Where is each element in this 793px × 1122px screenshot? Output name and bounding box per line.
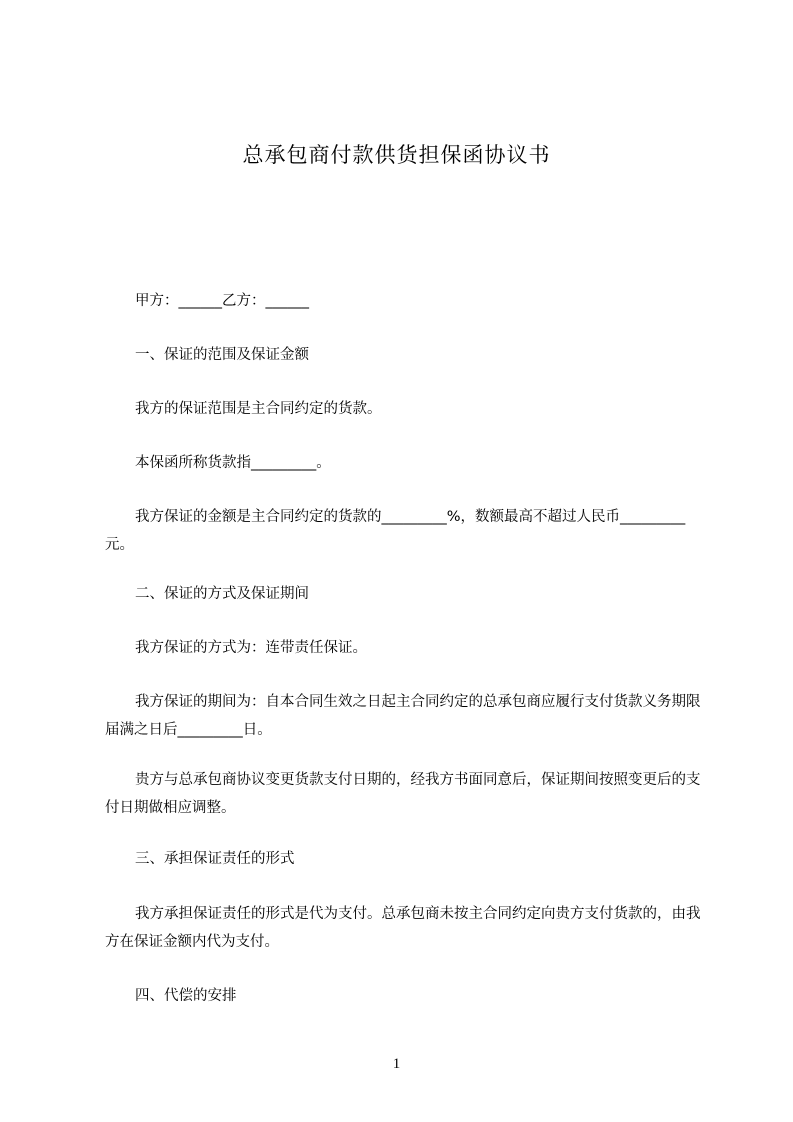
paragraph: 我方保证的方式为：连带责任保证。 [135, 640, 367, 656]
section-heading-1: 一、保证的范围及保证金额 [135, 347, 309, 363]
paragraph: 我方的保证范围是主合同约定的货款。 [135, 401, 382, 417]
section-heading-4: 四、代偿的安排 [135, 988, 237, 1004]
document-title: 总承包商付款供货担保函协议书 [242, 143, 551, 167]
paragraph: 我方保证的金额是主合同约定的货款的_________%，数额最高不超过人民币_________元。 [105, 509, 686, 553]
section-heading-3: 三、承担保证责任的形式 [135, 851, 295, 867]
paragraph: 我方承担保证责任的形式是代为支付。总承包商未按主合同约定向贵方支付货款的，由我方在保证金额内代为支付。 [105, 906, 701, 950]
paragraph: 贵方与总承包商协议变更货款支付日期的，经我方书面同意后，保证期间按照变更后的支付日期做相应调整。 [105, 772, 701, 816]
parties-line: 甲方：______乙方：______ [135, 293, 309, 309]
paragraph: 我方保证的期间为：自本合同生效之日起主合同约定的总承包商应履行支付货款义务期限届满之日后_________日。 [105, 694, 701, 738]
section-heading-2: 二、保证的方式及保证期间 [135, 586, 309, 602]
page-number: 1 [392, 1056, 401, 1072]
paragraph: 本保函所称货款指_________。 [135, 455, 331, 471]
